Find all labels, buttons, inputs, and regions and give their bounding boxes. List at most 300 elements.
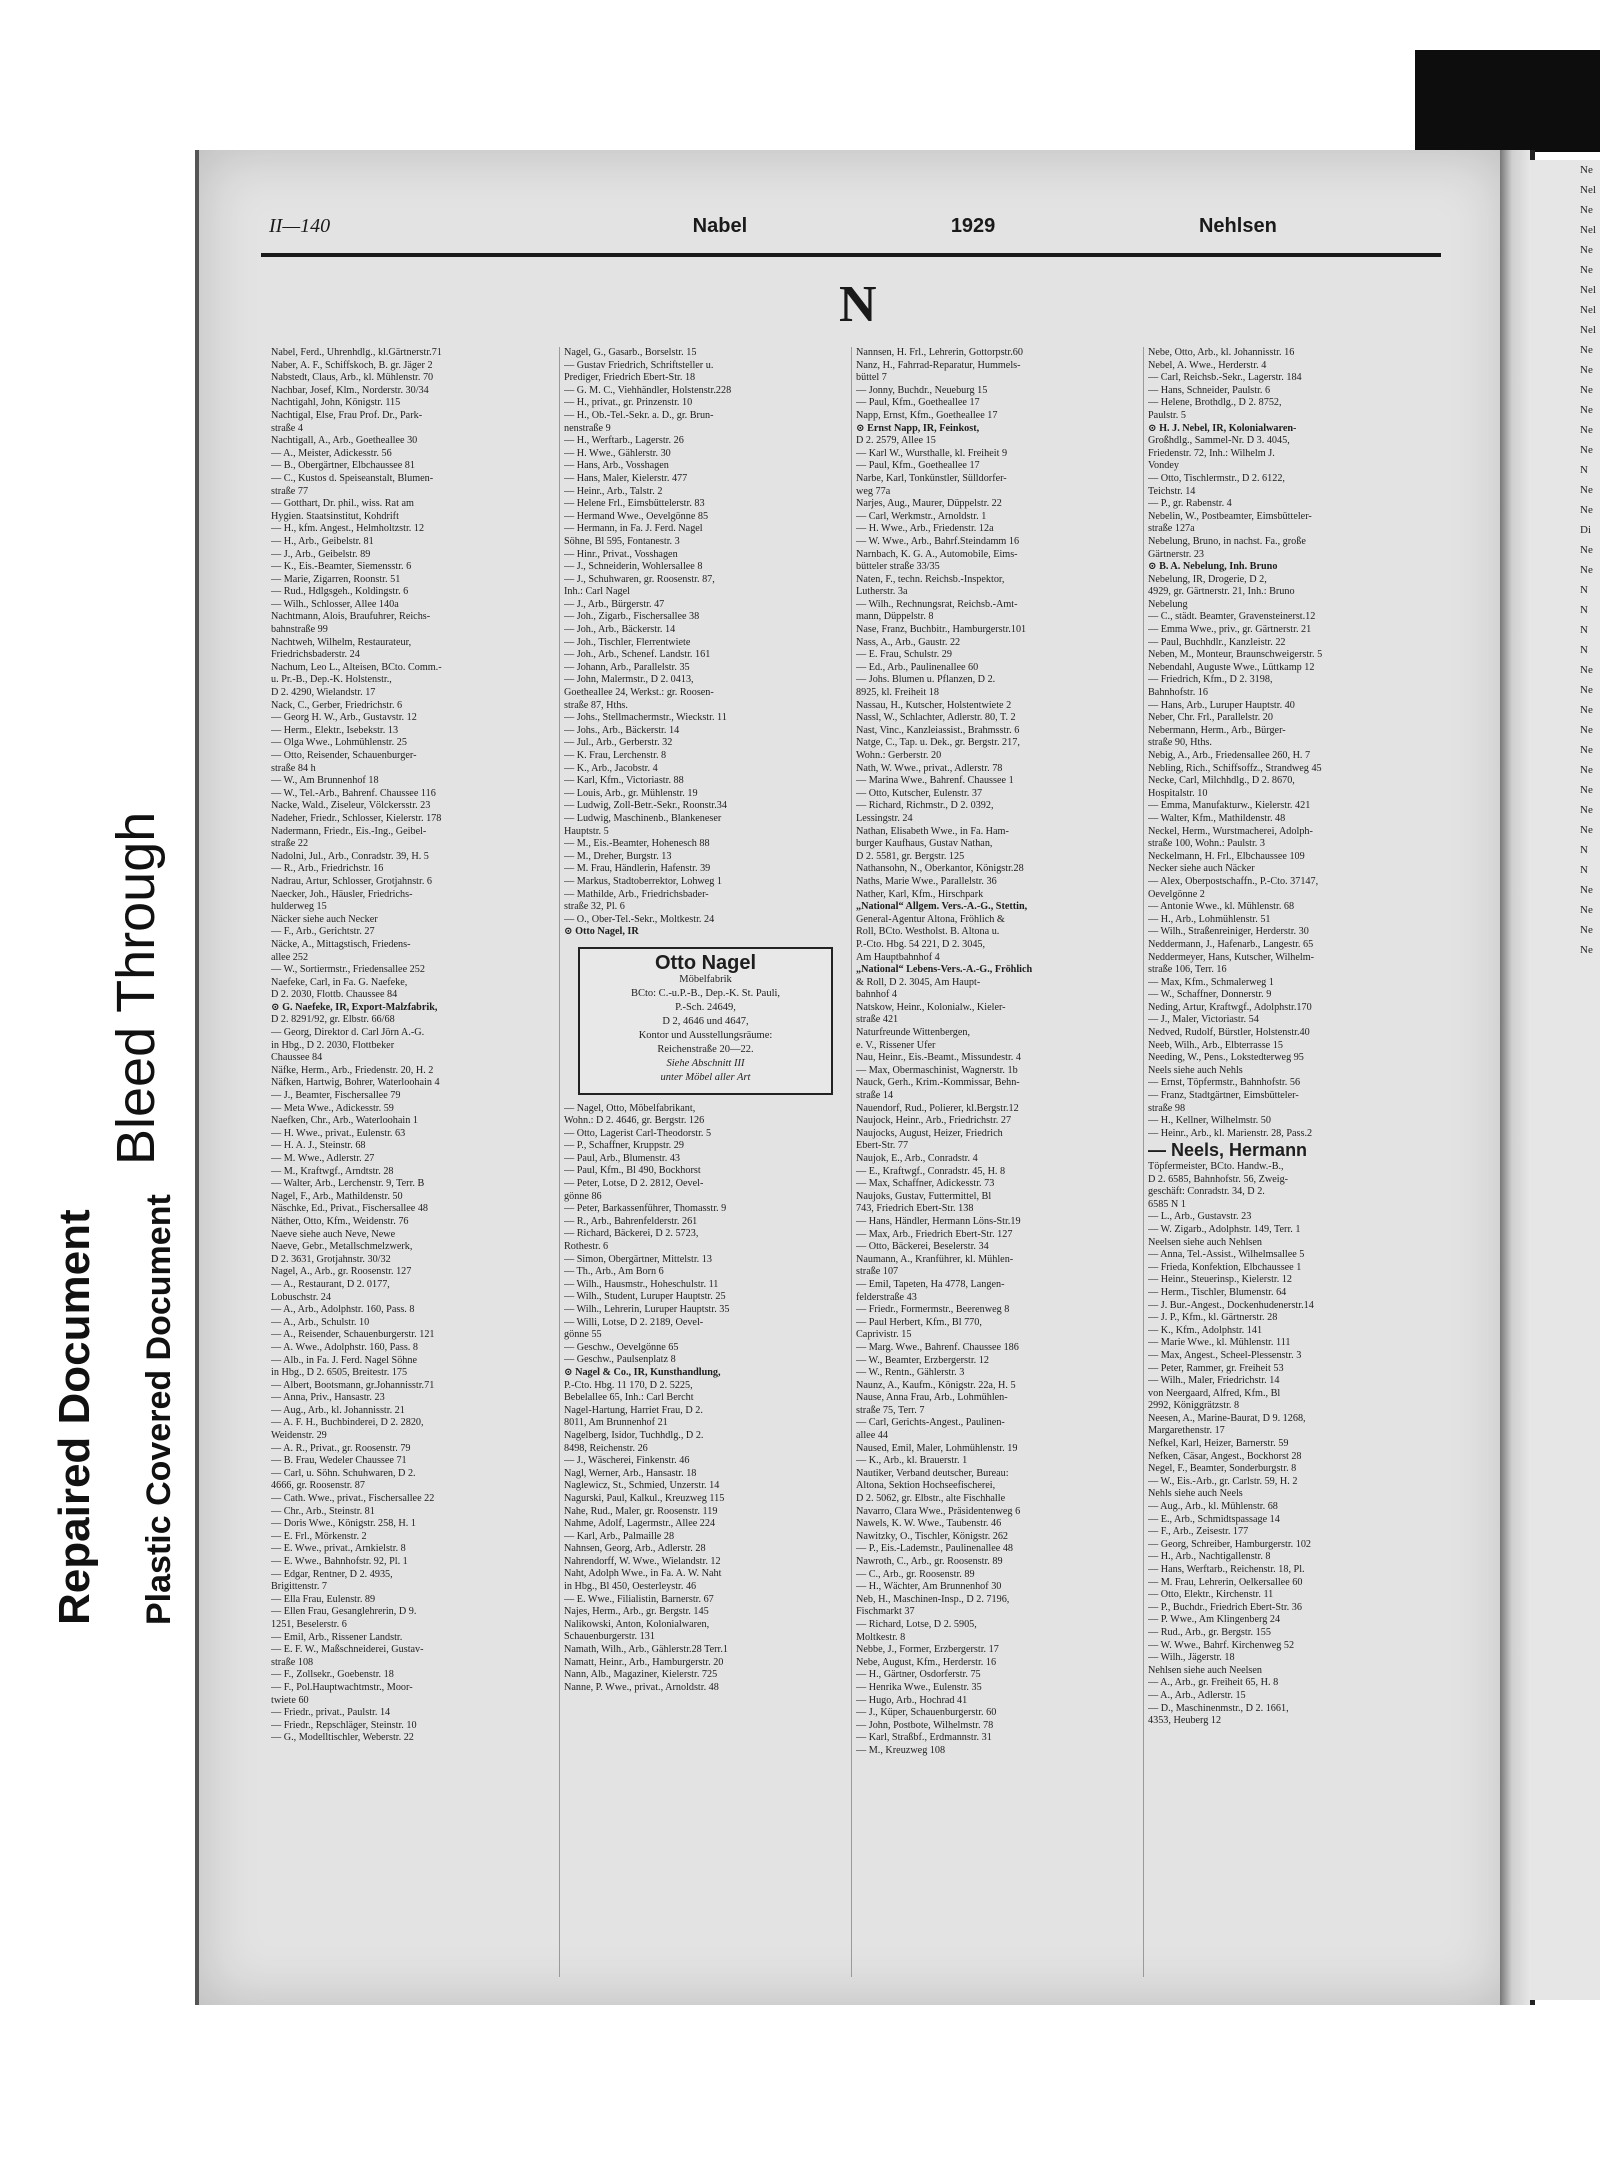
facing-page-fragment: Ne xyxy=(1580,424,1593,436)
directory-entry: — Herm., Tischler, Blumenstr. 64 xyxy=(1148,1286,1287,1298)
directory-entry: Neckelmann, H. Frl., Elbchaussee 109 xyxy=(1148,850,1305,862)
directory-entry: felderstraße 43 xyxy=(856,1291,917,1303)
directory-entry: — W., Tel.-Arb., Bahrenf. Chaussee 116 xyxy=(271,787,436,799)
directory-entry: — Joh., Tischler, Flerrentwiete xyxy=(564,636,691,648)
directory-entry: — P. Wwe., Am Klingenberg 24 xyxy=(1148,1614,1281,1626)
directory-entry: Naumann, A., Kranführer, kl. Mühlen- xyxy=(856,1253,1014,1265)
directory-entry: — R., Arb., Bahrenfelderstr. 261 xyxy=(564,1215,698,1227)
directory-entry: — Peter, Rammer, gr. Freiheit 53 xyxy=(1148,1362,1284,1374)
directory-entry: — M., Kreuzweg 108 xyxy=(856,1744,946,1756)
directory-entry: Naunz, A., Kaufm., Königstr. 22a, H. 5 xyxy=(856,1379,1016,1391)
directory-entry: Moltkestr. 8 xyxy=(856,1631,906,1643)
facing-page-fragment: Ne xyxy=(1580,944,1593,956)
directory-entry: Hospitalstr. 10 xyxy=(1148,787,1208,799)
directory-entry: Nabel, Ferd., Uhrenhdlg., kl.Gärtnerstr.71 xyxy=(271,347,442,358)
directory-entry: straße 87, Hths. xyxy=(564,699,628,711)
directory-entry: — H. Wwe., Arb., Friedenstr. 12a xyxy=(856,523,994,535)
directory-entry: Namath, Wilh., Arb., Gählerstr.28 Terr.1 xyxy=(564,1644,729,1656)
directory-entry: bahnhof 4 xyxy=(856,989,898,1001)
directory-entry: — Johs. Blumen u. Pflanzen, D 2. xyxy=(856,674,996,686)
directory-entry: — Karl, Straßbf., Erdmannstr. 31 xyxy=(856,1732,992,1744)
directory-entry: — Ellen Frau, Gesanglehrerin, D 9. xyxy=(271,1606,417,1618)
directory-entry: — Wilh., Student, Luruper Hauptstr. 25 xyxy=(564,1291,726,1303)
repaired-document-label: Repaired Document xyxy=(50,1209,99,1625)
directory-entry: Nauendorf, Rud., Polierer, kl.Bergstr.12 xyxy=(856,1102,1019,1114)
directory-entry: — Rud., Hdlgsgeh., Koldingstr. 6 xyxy=(271,586,409,598)
directory-entry: — Karl, Arb., Palmaille 28 xyxy=(564,1530,675,1542)
directory-entry: Nebig, A., Arb., Friedensallee 260, H. 7 xyxy=(1148,750,1311,761)
directory-entry: von Neergaard, Alfred, Kfm., Bl xyxy=(1148,1387,1281,1399)
directory-entry: „National“ Allgem. Vers.-A.-G., Stettin, xyxy=(856,901,1028,913)
directory-entry: hulderweg 15 xyxy=(271,901,327,913)
directory-entry: — Georg, Direktor d. Carl Jörn A.-G. xyxy=(271,1027,425,1039)
directory-entry: — Jonny, Buchdr., Neueburg 15 xyxy=(856,384,988,396)
directory-entry: straße 106, Terr. 16 xyxy=(1148,964,1227,976)
directory-entry: Nagelberg, Isidor, Tuchhdlg., D 2. xyxy=(564,1429,704,1441)
directory-entry: 743, Friedrich Ebert-Str. 138 xyxy=(856,1203,974,1215)
directory-entry: — L., Arb., Gustavstr. 23 xyxy=(1148,1211,1252,1223)
directory-entry: — A. Wwe., Adolphstr. 160, Pass. 8 xyxy=(271,1341,418,1353)
directory-entry: — Frieda, Konfektion, Elbchaussee 1 xyxy=(1148,1261,1302,1273)
directory-entry: — H., Gärtner, Osdorferstr. 75 xyxy=(856,1669,981,1681)
facing-page-fragment: Ne xyxy=(1580,504,1593,516)
ad-line: Kontor und Ausstellungsräume: xyxy=(638,1029,773,1041)
directory-entry: Naten, F., techn. Reichsb.-Inspektor, xyxy=(856,573,1005,585)
ad-title: Otto Nagel xyxy=(654,951,757,974)
page-fold xyxy=(1500,150,1530,2005)
directory-entry: Nebelung, IR, Drogerie, D 2, xyxy=(1148,573,1267,585)
directory-entry: ⊙ Otto Nagel, IR xyxy=(564,926,639,938)
directory-entry: Oevelgönne 2 xyxy=(1148,888,1205,900)
directory-entry: D 2. 4290, Wielandstr. 17 xyxy=(271,687,376,699)
directory-entry: Nebelung, Bruno, in nachst. Fa., große xyxy=(1148,535,1306,547)
facing-page-fragment: N xyxy=(1580,844,1588,856)
facing-page-fragment: Nel xyxy=(1580,184,1596,196)
directory-entry: D 2. 5581, gr. Bergstr. 125 xyxy=(856,850,965,862)
directory-entry: — Ella Frau, Eulenstr. 89 xyxy=(271,1593,376,1605)
directory-entry: — Georg, Schreiber, Hamburgerstr. 102 xyxy=(1148,1538,1312,1550)
directory-entry: — W. Zigarb., Adolphstr. 149, Terr. 1 xyxy=(1148,1223,1301,1235)
directory-entry: — Marina Wwe., Bahrenf. Chaussee 1 xyxy=(856,775,1014,787)
directory-entry: — Hugo, Arb., Hochrad 41 xyxy=(856,1694,968,1706)
directory-entry: Naujok, E., Arb., Conradstr. 4 xyxy=(856,1153,978,1164)
facing-page-fragment: Ne xyxy=(1580,884,1593,896)
page-header xyxy=(269,215,1439,245)
directory-entry: — Friedr., Repschläger, Steinstr. 10 xyxy=(271,1719,417,1731)
directory-entry: Am Hauptbahnhof 4 xyxy=(856,951,940,963)
directory-entry: — Paul, Kfm., Bl 490, Bockhorst xyxy=(564,1165,701,1177)
directory-entry: Nachtweh, Wilhelm, Restaurateur, xyxy=(271,636,412,648)
directory-entry: twiete 60 xyxy=(271,1694,309,1706)
facing-page-fragment: Ne xyxy=(1580,784,1593,796)
directory-entry: ⊙ Nagel & Co., IR, Kunsthandlung, xyxy=(564,1366,721,1378)
directory-entry: Naber, A. F., Schiffskoch, B. gr. Jäger 2 xyxy=(271,359,433,371)
directory-entry: Nadermann, Friedr., Eis.-Ing., Geibel- xyxy=(271,825,427,837)
directory-entry: — M., Dreher, Burgstr. 13 xyxy=(564,850,672,862)
directory-entry: — Max, Arb., Friedrich Ebert-Str. 127 xyxy=(856,1228,1013,1240)
directory-entry: straße 84 h xyxy=(271,762,316,774)
facing-page-fragment: Ne xyxy=(1580,544,1593,556)
directory-entry: Naused, Emil, Maler, Lohmühlenstr. 19 xyxy=(856,1442,1018,1454)
directory-entry: — F., Arb., Zeisestr. 177 xyxy=(1148,1526,1249,1538)
directory-entry: Fischmarkt 37 xyxy=(856,1606,915,1618)
directory-entry: — A., Restaurant, D 2. 0177, xyxy=(271,1278,390,1290)
directory-entry: — Max, Schaffner, Adickesstr. 73 xyxy=(856,1178,995,1190)
facing-page-fragment: Ne xyxy=(1580,444,1593,456)
directory-entry: — Paul, Buchhdlr., Kanzleistr. 22 xyxy=(1148,636,1286,648)
directory-entry: — W., Rentn., Gählerstr. 3 xyxy=(856,1367,965,1379)
directory-entry: Neddermeyer, Hans, Kutscher, Wilhelm- xyxy=(1148,951,1315,963)
directory-entry: Natge, C., Tap. u. Dek., gr. Bergstr. 217, xyxy=(856,737,1020,749)
directory-entry: 8011, Am Brunnenhof 21 xyxy=(564,1417,668,1429)
directory-entry: — Friedr., Formermstr., Beerenweg 8 xyxy=(856,1304,1010,1316)
directory-entry: — Emil, Tapeten, Ha 4778, Langen- xyxy=(856,1278,1005,1290)
directory-entry: Caprivistr. 15 xyxy=(856,1329,912,1341)
directory-entry: — Edgar, Rentner, D 2. 4935, xyxy=(271,1568,393,1580)
facing-page-fragment: Ne xyxy=(1580,704,1593,716)
directory-entry: — A. F. H., Buchbinderei, D 2. 2820, xyxy=(271,1417,424,1429)
section-letter: N xyxy=(839,276,877,333)
directory-entry: 2992, Königgrätzstr. 8 xyxy=(1148,1400,1240,1412)
directory-entry: Goetheallee 24, Werkst.: gr. Roosen- xyxy=(564,687,714,699)
directory-entry: straße 127a xyxy=(1148,523,1195,535)
directory-entry: — Olga Wwe., Lohmühlenstr. 25 xyxy=(271,737,407,749)
directory-entry: Gärtnerstr. 23 xyxy=(1148,548,1205,560)
directory-entry: — Karl, Kfm., Victoriastr. 88 xyxy=(564,775,684,787)
directory-entry: straße 75, Terr. 7 xyxy=(856,1404,925,1416)
directory-entry: Nassau, H., Kutscher, Holstentwiete 2 xyxy=(856,699,1012,711)
directory-entry: — B. Frau, Wedeler Chaussee 71 xyxy=(271,1455,407,1467)
directory-entry: Nass, A., Arb., Gaustr. 22 xyxy=(856,636,961,648)
directory-entry: — Chr., Arb., Steinstr. 81 xyxy=(271,1505,375,1517)
directory-entry: — Friedr., privat., Paulstr. 14 xyxy=(271,1707,391,1719)
directory-entry: — J., Küper, Schauenburgerstr. 60 xyxy=(856,1707,997,1719)
directory-entry: — Johs., Stellmachermstr., Wieckstr. 11 xyxy=(564,712,727,724)
directory-entry: Naefeke, Carl, in Fa. G. Naefeke, xyxy=(271,976,408,988)
directory-entry: Nast, Vinc., Kanzleiassist., Brahmsstr. 6 xyxy=(856,724,1020,736)
directory-entry: Narbe, Karl, Tonkünstler, Sülldorfer- xyxy=(856,472,1007,484)
directory-entry: — Anna, Tel.-Assist., Wilhelmsallee 5 xyxy=(1148,1249,1305,1261)
directory-entry: Nawels, K. W. Wwe., Taubenstr. 46 xyxy=(856,1518,1002,1530)
directory-entry: Naht, Adolph Wwe., in Fa. A. W. Naht xyxy=(564,1568,722,1580)
directory-entry: Margarethenstr. 17 xyxy=(1148,1425,1225,1437)
directory-entry: Nachtmann, Alois, Braufuhrer, Reichs- xyxy=(271,611,431,623)
directory-entry: Großhdlg., Sammel-Nr. D 3. 4045, xyxy=(1148,435,1290,447)
directory-entry: Neding, Artur, Kraftwgf., Adolphstr.170 xyxy=(1148,1001,1312,1013)
directory-entry: — Otto, Reisender, Schauenburger- xyxy=(271,750,417,761)
ad-line: P.-Sch. 24649, xyxy=(675,1001,736,1013)
directory-entry: P.-Cto. Hbg. 11 170, D 2. 5225, xyxy=(564,1379,693,1391)
directory-entry: Weidenstr. 29 xyxy=(271,1430,327,1442)
directory-entry: Nathan, Elisabeth Wwe., in Fa. Ham- xyxy=(856,825,1009,837)
directory-entry: — H., privat., gr. Prinzenstr. 10 xyxy=(564,397,693,409)
directory-entry: Nebermann, Herm., Arb., Bürger- xyxy=(1148,724,1286,736)
directory-entry: — Max, Kfm., Schmalerweg 1 xyxy=(1148,976,1274,988)
directory-entry: Namatt, Heinr., Arb., Hamburgerstr. 20 xyxy=(564,1656,724,1668)
directory-entry: General-Agentur Altona, Fröhlich & xyxy=(856,913,1005,925)
directory-entry: — F., Pol.Hauptwachtmstr., Moor- xyxy=(271,1681,413,1693)
directory-entry: Nanz, H., Fahrrad-Reparatur, Hummels- xyxy=(856,359,1021,371)
directory-entry: — Wilh., Schlosser, Allee 140a xyxy=(271,598,399,610)
directory-entry: D 2. 8291/92, gr. Elbstr. 66/68 xyxy=(271,1014,395,1026)
directory-entry: — Richard, Richmstr., D 2. 0392, xyxy=(856,800,994,812)
directory-entry: Rothestr. 6 xyxy=(564,1241,609,1253)
directory-entry: — K., Arb., Jacobstr. 4 xyxy=(564,762,658,774)
directory-entry: — J. Bur.-Angest., Dockenhudenerstr.14 xyxy=(1148,1299,1314,1311)
ad-line: D 2, 4646 und 4647, xyxy=(662,1015,749,1027)
directory-entry: 8925, kl. Freiheit 18 xyxy=(856,687,939,699)
directory-entry: — Hans, Maler, Kielerstr. 477 xyxy=(564,472,688,484)
facing-page-fragment: Ne xyxy=(1580,924,1593,936)
directory-entry: Nachtigall, A., Arb., Goetheallee 30 xyxy=(271,435,418,447)
directory-entry: Nassl, W., Schlachter, Adlerstr. 80, T. 2 xyxy=(856,712,1016,724)
directory-entry: Neeb, Wilh., Arb., Elbterrasse 15 xyxy=(1148,1039,1283,1051)
directory-entry: Schauenburgerstr. 131 xyxy=(564,1631,655,1643)
directory-entry: — Henrika Wwe., Eulenstr. 35 xyxy=(856,1681,982,1693)
facing-page-fragment: Ne xyxy=(1580,364,1593,376)
directory-entry: — Heinr., Steuerinsp., Kielerstr. 12 xyxy=(1148,1274,1293,1286)
directory-entry: Naturfreunde Wittenbergen, xyxy=(856,1027,971,1039)
directory-entry: Neelsen siehe auch Nehlsen xyxy=(1148,1236,1262,1248)
directory-entry: — Paul Herbert, Kfm., Bl 770, xyxy=(856,1316,982,1328)
directory-entry: — H., Arb., Nachtigallenstr. 8 xyxy=(1148,1551,1271,1563)
directory-entry: bahnstraße 99 xyxy=(271,624,328,636)
directory-entry: Näcker siehe auch Necker xyxy=(271,913,378,925)
directory-entry: — John, Malermstr., D 2. 0413, xyxy=(564,674,694,686)
directory-entry: — G. M. C., Viehhändler, Holstenstr.228 xyxy=(564,384,732,396)
facing-page-fragment: Ne xyxy=(1580,244,1593,256)
directory-entry: Naujock, Heinr., Arb., Friedrichstr. 27 xyxy=(856,1115,1012,1127)
directory-entry: — Geschw., Oevelgönne 65 xyxy=(564,1341,679,1353)
directory-entry: Napp, Ernst, Kfm., Goetheallee 17 xyxy=(856,409,998,421)
directory-entry: Navarro, Clara Wwe., Präsidentenweg 6 xyxy=(856,1505,1021,1517)
directory-entry: — Otto, Bäckerei, Beselerstr. 34 xyxy=(856,1241,989,1253)
directory-entry: D 2. 2030, Flottb. Chaussee 84 xyxy=(271,989,398,1001)
directory-entry: — E. Frau, Schulstr. 29 xyxy=(856,649,952,661)
directory-entry: — A. R., Privat., gr. Roosenstr. 79 xyxy=(271,1442,411,1454)
directory-entry: — K. Frau, Lerchenstr. 8 xyxy=(564,750,667,761)
directory-entry: Nagl, Werner, Arb., Hansastr. 18 xyxy=(564,1467,697,1479)
directory-entry: Lobuschstr. 24 xyxy=(271,1291,331,1303)
directory-entry: Neesen, A., Marine-Baurat, D 9. 1268, xyxy=(1148,1412,1306,1424)
directory-entry: — Hans, Schneider, Paulstr. 6 xyxy=(1148,384,1271,396)
directory-entry: straße 22 xyxy=(271,838,309,850)
directory-entry: Nagel, A., Arb., gr. Roosenstr. 127 xyxy=(271,1266,412,1278)
directory-entry: — Max, Obermaschinist, Wagnerstr. 1b xyxy=(856,1064,1018,1076)
directory-entry: — Nagel, Otto, Möbelfabrikant, xyxy=(564,1102,696,1114)
facing-page-fragment: N xyxy=(1580,464,1588,476)
directory-entry: — J., Wäscherei, Finkenstr. 46 xyxy=(564,1455,690,1467)
directory-entry: — Peter, Lotse, D 2. 2812, Oevel- xyxy=(564,1178,704,1190)
directory-entry: — H., Werftarb., Lagerstr. 26 xyxy=(564,435,684,447)
directory-entry: 4929, gr. Gärtnerstr. 21, Inh.: Bruno xyxy=(1148,586,1295,598)
directory-entry: — Richard, Lotse, D 2. 5905, xyxy=(856,1618,977,1630)
directory-entry: Nauck, Gerh., Krim.-Kommissar, Behn- xyxy=(856,1077,1020,1089)
facing-page-fragment: Ne xyxy=(1580,204,1593,216)
directory-entry: Bahnhofstr. 16 xyxy=(1148,687,1208,699)
directory-entry: — Herm., Elektr., Isebekstr. 13 xyxy=(271,724,399,736)
directory-entry: — Paul, Arb., Blumenstr. 43 xyxy=(564,1152,681,1164)
directory-entry: — O., Ober-Tel.-Sekr., Moltkestr. 24 xyxy=(564,913,715,925)
directory-entry: — K., Arb., kl. Brauerstr. 1 xyxy=(856,1455,968,1467)
directory-entry: — Otto, Elektr., Kirchenstr. 11 xyxy=(1148,1589,1274,1601)
directory-entry: Nachtigal, Else, Frau Prof. Dr., Park- xyxy=(271,409,423,421)
directory-entry: — H., Ob.-Tel.-Sekr. a. D., gr. Brun- xyxy=(564,409,714,421)
plastic-covered-label: Plastic Covered Document xyxy=(140,1194,178,1625)
directory-entry: — Willi, Lotse, D 2. 2189, Oevel- xyxy=(564,1316,704,1328)
directory-entry: Nagel-Hartung, Harriet Frau, D 2. xyxy=(564,1404,703,1416)
directory-entry: Naths, Marie Wwe., Parallelstr. 36 xyxy=(856,875,997,887)
directory-entry: — Jul., Arb., Gerberstr. 32 xyxy=(564,737,673,749)
facing-page-fragment: Ne xyxy=(1580,164,1593,176)
directory-entry: Nebelung xyxy=(1148,598,1188,610)
directory-entry: Vondey xyxy=(1148,460,1179,472)
directory-entry: Negel, F., Beamter, Sonderburgstr. 8 xyxy=(1148,1463,1297,1475)
directory-entry: — Paul, Kfm., Goetheallee 17 xyxy=(856,397,980,409)
directory-entry: — Wilh., Maler, Friedrichstr. 14 xyxy=(1148,1375,1280,1387)
directory-entry: — Carl, Gerichts-Angest., Paulinen- xyxy=(856,1417,1005,1429)
directory-entry: Nawitzky, O., Tischler, Königstr. 262 xyxy=(856,1530,1009,1542)
directory-entry: — H. A. J., Steinstr. 68 xyxy=(271,1140,366,1152)
directory-entry: — Aug., Arb., kl. Mühlenstr. 68 xyxy=(1148,1501,1278,1513)
directory-entry: Inh.: Carl Nagel xyxy=(564,586,630,598)
directory-entry: — W., Schaffner, Donnerstr. 9 xyxy=(1148,989,1272,1001)
directory-entry: — Helene, Brothdlg., D 2. 8752, xyxy=(1148,397,1282,409)
directory-entry: — M., Eis.-Beamter, Hohenesch 88 xyxy=(564,838,710,850)
directory-columns xyxy=(267,347,1442,1977)
directory-entry: — Otto, Kutscher, Eulenstr. 37 xyxy=(856,787,983,799)
directory-entry: — Emma, Manufakturw., Kielerstr. 421 xyxy=(1148,800,1311,812)
directory-entry: Naujoks, Gustav, Futtermittel, Bl xyxy=(856,1190,992,1202)
directory-entry: Lutherstr. 3a xyxy=(856,586,908,598)
directory-entry: — Wilh., Hausmstr., Hoheschulstr. 11 xyxy=(564,1278,719,1290)
directory-entry: Nanne, P. Wwe., privat., Arnoldstr. 48 xyxy=(564,1681,719,1693)
facing-page-fragment: Nel xyxy=(1580,224,1596,236)
directory-entry: — Paul, Kfm., Goetheallee 17 xyxy=(856,460,980,472)
directory-entry: — A., Arb., gr. Freiheit 65, H. 8 xyxy=(1148,1677,1279,1689)
directory-entry: Nahme, Adolf, Lagermstr., Allee 224 xyxy=(564,1518,716,1530)
ad-line: BCto: C.-u.P.-B., Dep.-K. St. Pauli, xyxy=(630,987,781,999)
directory-entry: — Alex, Oberpostschaffn., P.-Cto. 37147, xyxy=(1148,875,1319,887)
directory-entry: — Georg H. W., Arb., Gustavstr. 12 xyxy=(271,712,417,724)
directory-entry: 4353, Heuberg 12 xyxy=(1148,1715,1222,1727)
directory-entry: Paulstr. 5 xyxy=(1148,409,1186,421)
directory-entry: — Meta Wwe., Adickesstr. 59 xyxy=(271,1102,394,1114)
directory-entry: — J. P., Kfm., kl. Gärtnerstr. 28 xyxy=(1148,1312,1278,1324)
directory-entry: Hygien. Staatsinstitut, Kohdrift xyxy=(271,510,399,522)
facing-page-fragment: Nel xyxy=(1580,284,1596,296)
facing-page-edge xyxy=(1530,160,1600,2000)
side-labels xyxy=(0,0,190,2177)
directory-entry: in Hbg., D 2. 6505, Breitestr. 175 xyxy=(271,1367,408,1379)
ad-note: unter Möbel aller Art xyxy=(660,1071,751,1083)
directory-entry: — Anna, Priv., Hansastr. 23 xyxy=(271,1392,385,1404)
directory-entry: — Hans, Händler, Hermann Löns-Str.19 xyxy=(856,1215,1021,1227)
directory-entry: — Mathilde, Arb., Friedrichsbader- xyxy=(564,888,709,900)
directory-entry: Natskow, Heinr., Kolonialw., Kieler- xyxy=(856,1001,1006,1013)
directory-entry: straße 4 xyxy=(271,422,303,434)
directory-entry: Nachtigahl, John, Königstr. 115 xyxy=(271,397,401,409)
directory-entry: — Joh., Arb., Schenef. Landstr. 161 xyxy=(564,649,711,661)
directory-entry: — P., gr. Rabenstr. 4 xyxy=(1148,498,1232,510)
directory-entry: weg 77a xyxy=(856,485,891,497)
featured-entry-name: — Neels, Hermann xyxy=(1148,1140,1308,1161)
directory-entry: ⊙ G. Naefeke, IR, Export-Malzfabrik, xyxy=(271,1001,438,1013)
directory-entry: — J., Schneiderin, Wohlersallee 8 xyxy=(564,561,703,573)
directory-entry: Naeve, Gebr., Metallschmelzwerk, xyxy=(271,1241,413,1253)
directory-entry: — Hans, Arb., Luruper Hauptstr. 40 xyxy=(1148,699,1295,711)
directory-entry: Lessingstr. 24 xyxy=(856,812,913,824)
directory-entry: Nalikowski, Anton, Kolonialwaren, xyxy=(564,1618,710,1630)
directory-entry: Neben, M., Monteur, Braunschweigerstr. 5 xyxy=(1148,649,1323,661)
directory-entry: Nebe, Otto, Arb., kl. Johannisstr. 16 xyxy=(1148,347,1295,358)
directory-entry: — Carl, u. Söhn. Schuhwaren, D 2. xyxy=(271,1467,416,1479)
directory-entry: Bebelallee 65, Inh.: Carl Bercht xyxy=(564,1392,694,1404)
directory-entry: — Emma Wwe., priv., gr. Gärtnerstr. 21 xyxy=(1148,624,1312,636)
page-number: II—140 xyxy=(269,215,331,237)
directory-entry: — A., Arb., Schulstr. 10 xyxy=(271,1316,370,1328)
directory-entry: — H., Wächter, Am Brunnenhof 30 xyxy=(856,1581,1002,1593)
directory-entry: — Helene Frl., Eimsbüttelerstr. 83 xyxy=(564,498,705,510)
directory-entry: Nebelin, W., Postbeamter, Eimsbütteler- xyxy=(1148,510,1312,522)
directory-entry: Ebert-Str. 77 xyxy=(856,1140,909,1152)
directory-entry: — Hermand Wwe., Oevelgönne 85 xyxy=(564,510,709,522)
facing-page-fragment: Nel xyxy=(1580,304,1596,316)
header-end-word: Nehlsen xyxy=(1198,215,1277,237)
directory-entry: — Geschw., Paulsenplatz 8 xyxy=(564,1354,676,1366)
directory-entry: — M. Frau, Händlerin, Hafenstr. 39 xyxy=(564,863,711,875)
directory-entry: — B., Obergärtner, Elbchaussee 81 xyxy=(271,460,415,472)
directory-entry: Neckel, Herm., Wurstmacherei, Adolph- xyxy=(1148,825,1313,837)
directory-entry: P.-Cto. Hbg. 54 221, D 2. 3045, xyxy=(856,938,986,950)
directory-entry: Nann, Alb., Magaziner, Kielerstr. 725 xyxy=(564,1669,718,1681)
directory-entry: Nawroth, C., Arb., gr. Roosenstr. 89 xyxy=(856,1556,1003,1567)
facing-page-fragment: Ne xyxy=(1580,724,1593,736)
directory-entry: Nabstedt, Claus, Arb., kl. Mühlenstr. 70 xyxy=(271,372,434,384)
directory-entry: — Max, Angest., Scheel-Plessenstr. 3 xyxy=(1148,1349,1302,1361)
advertisement-box xyxy=(578,947,833,1095)
directory-entry: Needing, W., Pens., Lokstedterweg 95 xyxy=(1148,1052,1304,1064)
directory-entry: — Peter, Barkassenführer, Thomasstr. 9 xyxy=(564,1203,727,1215)
directory-entry: Neb, H., Maschinen-Insp., D 2. 7196, xyxy=(856,1593,1010,1605)
directory-entry: Nadrau, Artur, Schlosser, Grotjahnstr. 6 xyxy=(271,875,433,887)
directory-entry: — Carl, Werkmstr., Arnoldstr. 1 xyxy=(856,510,987,522)
directory-entry: — Ludwig, Zoll-Betr.-Sekr., Roonstr.34 xyxy=(564,800,727,812)
column-4 xyxy=(1143,347,1435,1977)
directory-entry: Nadolni, Jul., Arb., Conradstr. 39, H. 5 xyxy=(271,850,429,862)
facing-page-fragment: Ne xyxy=(1580,824,1593,836)
facing-page-fragment: Ne xyxy=(1580,684,1593,696)
directory-entry: Näfke, Herm., Arb., Friedenstr. 20, H. 2 xyxy=(271,1064,434,1076)
directory-entry: Nefken, Cäsar, Angest., Bockhorst 28 xyxy=(1148,1450,1302,1462)
directory-entry: — M., Kraftwgf., Arndtstr. 28 xyxy=(271,1165,394,1177)
header-rule xyxy=(261,253,1441,257)
directory-entry: — Richard, Bäckerei, D 2. 5723, xyxy=(564,1228,699,1240)
directory-entry: — Franz, Stadtgärtner, Eimsbütteler- xyxy=(1148,1090,1299,1102)
directory-entry: — Simon, Obergärtner, Mittelstr. 13 xyxy=(564,1253,712,1265)
directory-entry: straße 90, Hths. xyxy=(1148,737,1212,749)
directory-entry: — Emil, Arb., Rissener Landstr. xyxy=(271,1631,403,1643)
directory-entry: Wohn.: Gerberstr. 20 xyxy=(856,750,942,761)
directory-entry: — Markus, Stadtoberrektor, Lohweg 1 xyxy=(564,875,723,887)
directory-entry: & Roll, D 2. 3045, Am Haupt- xyxy=(856,976,981,988)
directory-entry: Necke, Carl, Milchhdlg., D 2. 8670, xyxy=(1148,775,1295,787)
directory-entry: Narnbach, K. G. A., Automobile, Eims- xyxy=(856,548,1018,560)
directory-entry: Nadeher, Friedr., Schlosser, Kielerstr. 178 xyxy=(271,812,442,824)
directory-entry: Nause, Anna Frau, Arb., Lohmühlen- xyxy=(856,1392,1008,1404)
directory-entry: — Marg. Wwe., Bahrenf. Chaussee 186 xyxy=(856,1341,1019,1353)
directory-entry: straße 32, Pl. 6 xyxy=(564,901,625,913)
